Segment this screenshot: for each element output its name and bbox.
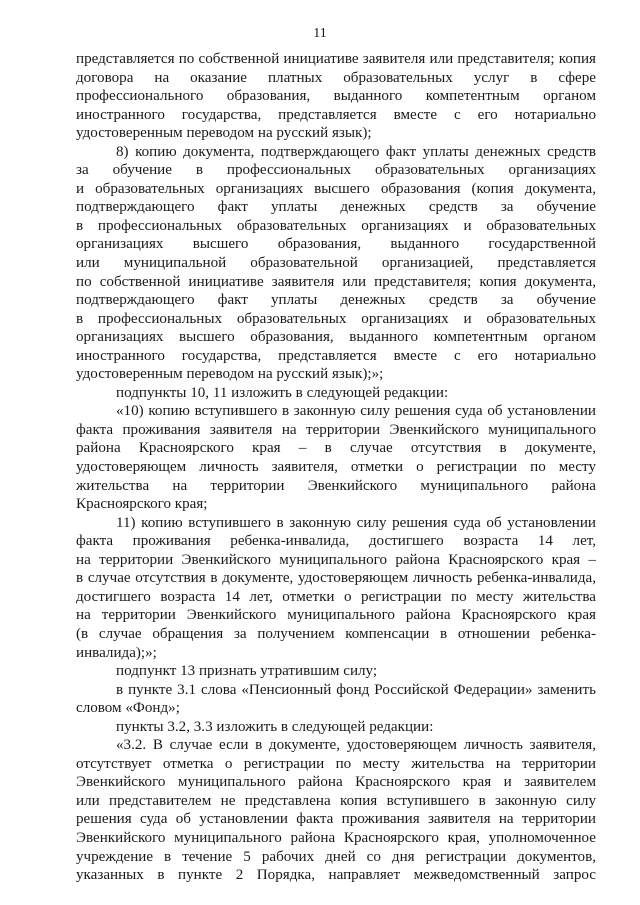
text-line: в пункте 3.1 слова «Пенсионный фонд Российской Федерации» заменить (116, 681, 596, 698)
text-line: указанных в пункте 2 Порядка, направляет межведомственный запрос (76, 867, 596, 884)
text-line: подтверждающего факт уплаты денежных средств за обучение (76, 292, 596, 309)
text-line: представляется по собственной инициативе заявителя или представителя; копия (76, 51, 596, 67)
text-line: «3.2. В случае если в документе, удостоверяющем личность заявителя, (116, 737, 596, 754)
text-line: отсутствует отметка о регистрации по месту жительства на территории (76, 755, 596, 772)
text-line: удостоверенным переводом на русский язык); (76, 125, 372, 142)
text-line: по собственной инициативе заявителя или представителя; копия документа, (76, 273, 596, 290)
text-line: района Красноярского края – в случае отсутствия в документе, (76, 440, 596, 457)
text-line: договора на оказание платных образовательных услуг в сфере (76, 69, 596, 86)
text-line: в профессиональных образовательных организациях и образовательных (76, 310, 596, 327)
text-line: факта проживания заявителя на территории Эвенкийского муниципального (76, 421, 596, 438)
text-line: профессионального образования, выданного компетентным органом (76, 88, 596, 105)
text-line: организациях высшего образования, выданного государственной (76, 236, 596, 253)
text-line: в профессиональных образовательных организациях и образовательных (76, 217, 596, 234)
text-line: на территории Эвенкийского муниципального района Красноярского края – (76, 551, 596, 568)
text-line: или представителем не представлена копия вступившего в законную силу (76, 792, 596, 809)
text-line: учреждение в течение 5 рабочих дней со дня регистрации документов, (76, 848, 596, 865)
text-line: 11) копию вступившего в законную силу решения суда об установлении (116, 514, 596, 531)
text-line: словом «Фонд»; (76, 700, 180, 717)
text-line: удостоверяющем личность заявителя, отметки о регистрации по месту (76, 459, 596, 476)
text-line: Красноярского края; (76, 496, 208, 513)
text-line: подпункты 10, 11 изложить в следующей редакции: (116, 384, 449, 401)
text-line: Эвенкийского муниципального района Красноярского края, уполномоченное (76, 829, 596, 846)
text-line: подпункт 13 признать утратившим силу; (116, 663, 378, 680)
text-line: организациях высшего образования, выданного компетентным органом (76, 329, 596, 346)
text-line: иностранного государства, представляется вместе с его нотариально (76, 347, 596, 364)
page-number: 11 (313, 26, 327, 41)
text-line: за обучение в профессиональных образовательных организациях (76, 162, 596, 179)
text-line: «10) копию вступившего в законную силу решения суда об установлении (116, 403, 596, 420)
document-body (76, 50, 596, 885)
text-line: 8) копию документа, подтверждающего факт уплаты денежных средств (116, 143, 596, 160)
text-line: жительства на территории Эвенкийского муниципального района (76, 477, 596, 494)
text-line: (в случае обращения за получением компенсации в отношении ребенка- (76, 625, 596, 642)
text-line: иностранного государства, представляется вместе с его нотариально (76, 106, 596, 123)
text-line: Эвенкийского муниципального района Красноярского края и заявителем (76, 774, 596, 791)
text-line: пункты 3.2, 3.3 изложить в следующей редакции: (116, 718, 434, 735)
text-line: достигшего возраста 14 лет, отметки о регистрации по месту жительства (76, 588, 596, 605)
text-line: подтверждающего факт уплаты денежных средств за обучение (76, 199, 596, 216)
text-line: и образовательных организациях высшего образования (копия документа, (76, 180, 596, 197)
text-line: решения суда об установлении факта проживания заявителя на территории (76, 811, 596, 828)
text-line: инвалида);»; (76, 644, 157, 661)
text-line: в случае отсутствия в документе, удостоверяющем личность ребенка-инвалида, (76, 570, 596, 587)
text-line: факта проживания ребенка-инвалида, достигшего возраста 14 лет, (76, 533, 596, 550)
text-line: или муниципальной образовательной организацией, представляется (76, 255, 596, 272)
text-line: удостоверенным переводом на русский язык);»; (76, 366, 384, 383)
text-line: на территории Эвенкийского муниципального района Красноярского края (76, 607, 596, 624)
